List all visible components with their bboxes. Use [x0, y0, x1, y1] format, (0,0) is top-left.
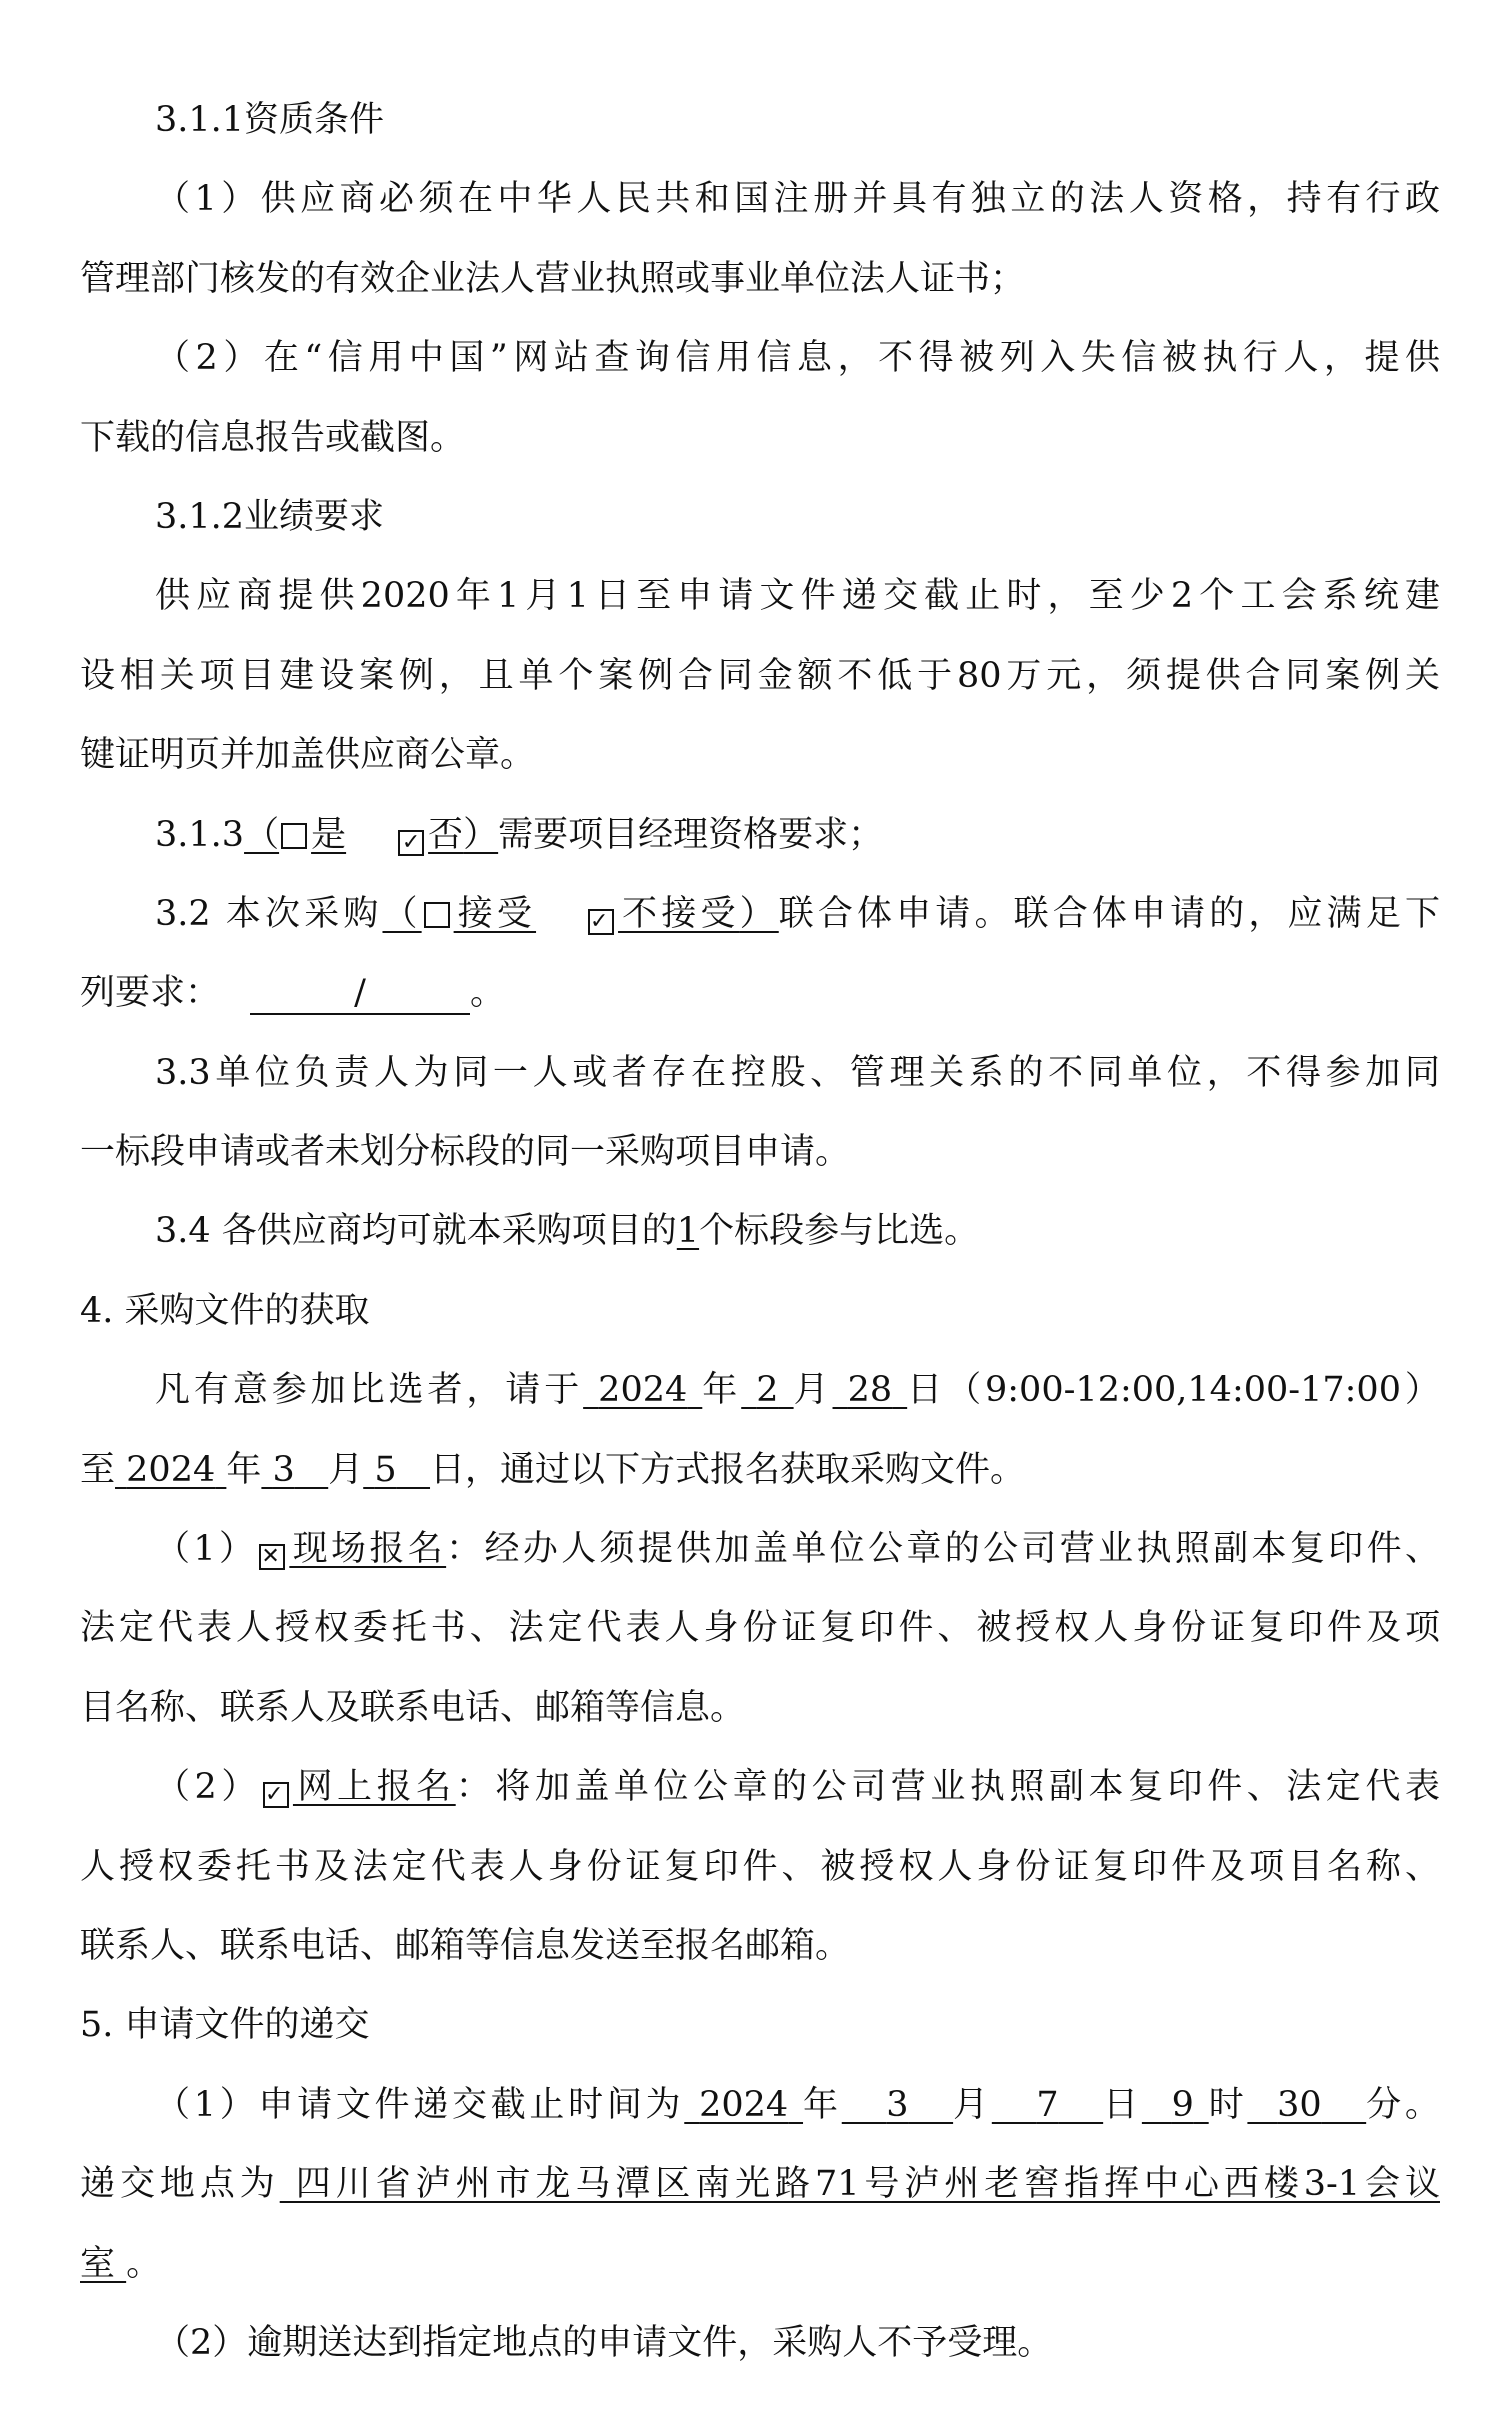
value-text: 30	[1277, 2084, 1322, 2125]
paragraph-text: （1）供应商必须在中华人民共和国注册并具有独立的法人资格，持有行政	[155, 179, 1440, 220]
qualification-item-1-line-1	[80, 160, 1440, 239]
paragraph-text: （2）逾期送达到指定地点的申请文件，采购人不予受理。	[155, 2322, 1053, 2363]
paragraph-text: 供应商提供2020年1月1日至申请文件递交截止时，至少2个工会系统建	[155, 576, 1440, 617]
paragraph-text: 联系人、联系电话、邮箱等信息发送至报名邮箱。	[80, 1925, 851, 1966]
end-month-value	[261, 1450, 328, 1490]
performance-line-2	[80, 637, 1440, 716]
submission-location-value: 四川省泸州市龙马潭区南光路71号泸州老窖指挥中心西楼3-1会议	[279, 2164, 1440, 2205]
colon: ：	[455, 1767, 496, 1808]
lot-count-value: 1	[676, 1211, 700, 1252]
submission-location-line-2	[80, 2225, 1440, 2304]
online-registration-line-3	[80, 1907, 1440, 1986]
requirement-blank	[250, 973, 470, 1015]
performance-line-1	[80, 557, 1440, 636]
section-3-3-line-1	[80, 1034, 1440, 1113]
paragraph-text: 法定代表人授权委托书、法定代表人身份证复印件、被授权人身份证复印件及项	[80, 1608, 1440, 1649]
label-text: 月	[953, 2084, 992, 2125]
checkbox-x-checked-icon[interactable]: ✕	[259, 1544, 285, 1570]
onsite-registration-option[interactable]	[257, 1529, 446, 1569]
option-no-label: 否	[428, 814, 464, 855]
item-number: （1）	[155, 1529, 258, 1570]
checkbox-checked-icon[interactable]: ✓	[263, 1782, 289, 1808]
option-reject-label: 不接受	[618, 893, 740, 934]
heading-text: 5. 申请文件的递交	[80, 2005, 370, 2046]
section-3-1-3	[80, 796, 1440, 875]
item-number: （2）	[155, 1767, 261, 1808]
requirement-value: /	[354, 973, 366, 1014]
label-text: 日	[430, 1449, 466, 1490]
paragraph-text: 目名称、联系人及联系电话、邮箱等信息。	[80, 1687, 746, 1728]
document-page	[80, 81, 1440, 2383]
paragraph-text: 。	[470, 973, 506, 1014]
paragraph-text: 个标段参与比选。	[699, 1211, 980, 1252]
paragraph-text: 一标段申请或者未划分标段的同一采购项目申请。	[80, 1132, 851, 1173]
paragraph-text: （1）申请文件递交截止时间为	[155, 2084, 685, 2125]
section-3-3-line-2	[80, 1113, 1440, 1192]
checkbox-no-checked-icon[interactable]: ✓	[398, 830, 424, 856]
onsite-registration-line-1	[80, 1510, 1440, 1589]
label-text: 月	[793, 1370, 833, 1411]
option-label: 网上报名	[292, 1767, 456, 1808]
close-paren: ）	[463, 814, 499, 855]
deadline-day-value	[992, 2085, 1103, 2125]
acquisition-period-line-1	[80, 1351, 1440, 1430]
label-text: 年	[803, 2084, 842, 2125]
deadline-minute-value	[1247, 2085, 1366, 2125]
label-text: 日	[907, 1370, 947, 1411]
label-text: 至	[80, 1449, 116, 1490]
paragraph-text: 。	[126, 2243, 162, 2284]
value-text: 3	[272, 1449, 295, 1490]
office-hours-text: （9:00-12:00,14:00-17:00）	[946, 1370, 1440, 1411]
heading-text: 3.1.2业绩要求	[155, 496, 385, 537]
start-day-value	[833, 1370, 908, 1410]
label-text: 月	[328, 1449, 364, 1490]
end-day-value	[363, 1450, 430, 1490]
late-submission-notice	[80, 2304, 1440, 2383]
end-year-value	[115, 1450, 226, 1490]
paragraph-text: 管理部门核发的有效企业法人营业执照或事业单位法人证书；	[80, 258, 1026, 299]
value-text: 7	[1036, 2084, 1059, 2125]
paragraph-text: 3.2 本次采购	[155, 893, 383, 934]
section-number: 3.1.3	[155, 814, 245, 855]
value-text: 3	[886, 2084, 909, 2125]
section-3-1-1-heading	[80, 81, 1440, 160]
paragraph-text: 将加盖单位公章的公司营业执照副本复印件、法定代表	[495, 1767, 1440, 1808]
colon: ：	[446, 1529, 485, 1570]
open-paren: （	[382, 893, 422, 934]
onsite-registration-line-2	[80, 1589, 1440, 1668]
open-paren: （	[244, 814, 280, 855]
heading-text: 4. 采购文件的获取	[80, 1290, 370, 1331]
label-text: 年	[226, 1449, 262, 1490]
online-registration-line-1	[80, 1748, 1440, 1827]
value-text: 28	[847, 1370, 893, 1411]
performance-line-3	[80, 716, 1440, 795]
option-label: 现场报名	[289, 1529, 447, 1570]
onsite-registration-line-3	[80, 1669, 1440, 1748]
paragraph-text: ，通过以下方式报名获取采购文件。	[465, 1449, 1026, 1490]
submission-deadline	[80, 2066, 1440, 2145]
value-text: 2024	[126, 1449, 216, 1490]
value-text: 5	[374, 1449, 397, 1490]
paragraph-text: 3.4 各供应商均可就本采购项目的	[155, 1211, 677, 1252]
deadline-month-value	[842, 2085, 953, 2125]
checkbox-reject-checked-icon[interactable]: ✓	[588, 909, 614, 935]
online-registration-line-2	[80, 1828, 1440, 1907]
label-text: 年	[702, 1370, 742, 1411]
qualification-item-2-line-1	[80, 319, 1440, 398]
online-registration-option[interactable]	[261, 1767, 456, 1807]
paragraph-text: 人授权委托书及法定代表人身份证复印件、被授权人身份证复印件及项目名称、	[80, 1846, 1440, 1887]
option-yes-label: 是	[311, 814, 347, 855]
paragraph-text: 递交地点为	[80, 2164, 280, 2205]
close-paren: ）	[739, 893, 779, 934]
consortium-choice-group	[382, 894, 778, 934]
deadline-hour-value	[1142, 2085, 1209, 2125]
paragraph-text: 经办人须提供加盖单位公章的公司营业执照副本复印件、	[484, 1529, 1440, 1570]
paragraph-text: 键证明页并加盖供应商公章。	[80, 735, 536, 776]
checkbox-yes-unchecked-icon[interactable]	[281, 823, 307, 849]
value-text: 9	[1171, 2084, 1194, 2125]
section-4-heading	[80, 1272, 1440, 1351]
paragraph-text: （2）在“信用中国”网站查询信用信息，不得被列入失信被执行人，提供	[155, 338, 1440, 379]
paragraph-text: 联合体申请。联合体申请的，应满足下	[778, 893, 1440, 934]
section-3-2-line-2	[80, 954, 1440, 1033]
paragraph-text: 需要项目经理资格要求；	[498, 814, 884, 855]
paragraph-text: 凡有意参加比选者，请于	[155, 1370, 584, 1411]
start-year-value	[583, 1370, 702, 1410]
qualification-item-2-line-2	[80, 399, 1440, 478]
deadline-year-value	[684, 2085, 803, 2125]
paragraph-text: 下载的信息报告或截图。	[80, 417, 466, 458]
submission-location-line-1	[80, 2145, 1440, 2224]
option-accept-label: 接受	[453, 893, 537, 934]
label-text: 日	[1103, 2084, 1142, 2125]
paragraph-text: 列要求：	[80, 973, 221, 1014]
pm-choice-group	[244, 815, 498, 855]
submission-location-value: 室	[80, 2243, 127, 2284]
paragraph-text: 设相关项目建设案例，且单个案例合同金额不低于80万元，须提供合同案例关	[80, 655, 1440, 696]
value-text: 2	[756, 1370, 779, 1411]
qualification-item-1-line-2	[80, 240, 1440, 319]
label-text: 分。	[1366, 2084, 1440, 2125]
section-3-1-2-heading	[80, 478, 1440, 557]
heading-text: 3.1.1资质条件	[155, 100, 385, 140]
label-text: 时	[1208, 2084, 1248, 2125]
section-3-2-line-1	[80, 875, 1440, 954]
value-text: 2024	[598, 1370, 688, 1411]
section-3-4	[80, 1192, 1440, 1271]
start-month-value	[741, 1370, 793, 1410]
value-text: 2024	[699, 2084, 789, 2125]
section-5-heading	[80, 1986, 1440, 2065]
paragraph-text: 3.3单位负责人为同一人或者存在控股、管理关系的不同单位，不得参加同	[155, 1052, 1440, 1093]
checkbox-accept-unchecked-icon[interactable]	[424, 902, 450, 928]
acquisition-period-line-2	[80, 1431, 1440, 1510]
